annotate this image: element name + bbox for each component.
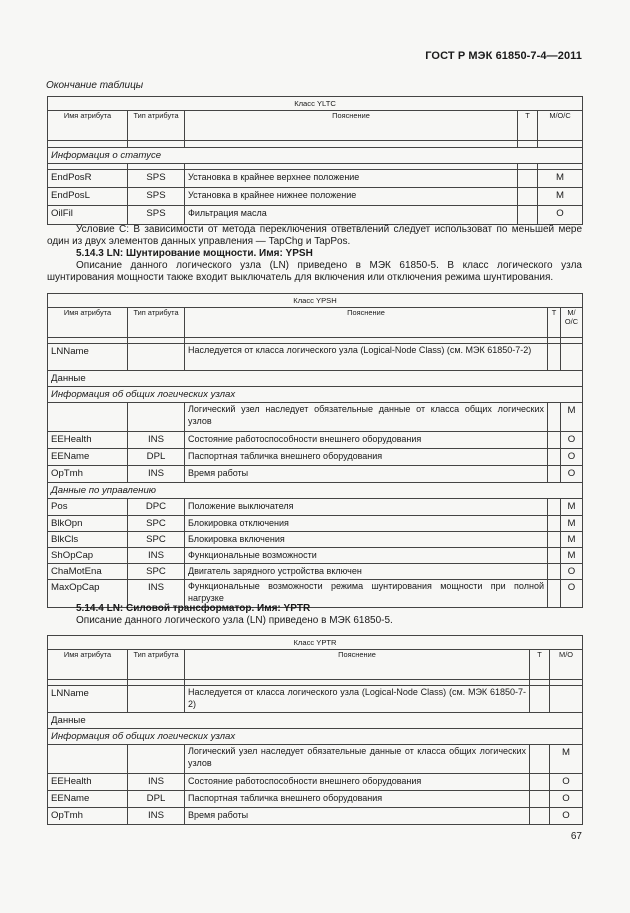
attr-t — [530, 774, 550, 791]
table-row — [48, 774, 583, 791]
attr-t — [530, 808, 550, 825]
condition-paragraph: Условие С: В зависимости от метода переключения ответвлений следует использоват по меньшей мере один из двух элементов данных управления — TapChg и TapPos. — [47, 224, 582, 248]
attr-name: BlkCls — [48, 532, 128, 548]
attr-name: LNName — [48, 344, 128, 371]
attr-explain: Наследуется от класса логического узла (Logical-Node Class) (см. МЭК 61850-7-2) — [185, 344, 548, 371]
class-name: Класс YPSH — [48, 294, 583, 308]
attr-t — [548, 516, 561, 532]
attr-t — [548, 499, 561, 516]
attr-explain: Состояние работоспособности внешнего оборудования — [185, 432, 548, 449]
class-name: Класс YLTC — [48, 97, 583, 111]
col-header-attr: Имя атрибута — [48, 111, 128, 141]
attr-type: SPC — [128, 564, 185, 580]
attr-explain: Положение выключателя — [185, 499, 548, 516]
attr-explain: Паспортная табличка внешнего оборудования — [185, 791, 530, 808]
attr-type: INS — [128, 466, 185, 483]
attr-moc: M — [561, 516, 583, 532]
col-header-explain: Пояснение — [185, 650, 530, 680]
table-row — [48, 206, 583, 225]
attr-explain: Блокировка включения — [185, 532, 548, 548]
attr-t — [548, 466, 561, 483]
table-row — [48, 516, 583, 532]
attr-name: ChaMotEna — [48, 564, 128, 580]
col-header-moc: М/О/С — [561, 308, 583, 338]
section-status: Информация о статусе — [48, 148, 583, 164]
attr-t — [548, 432, 561, 449]
attr-moc: O — [538, 206, 583, 225]
attr-explain: Установка в крайнее нижнее положение — [185, 188, 518, 206]
attr-name: OpTmh — [48, 808, 128, 825]
col-header-attr: Имя атрибута — [48, 308, 128, 338]
col-header-t: Т — [530, 650, 550, 680]
attr-name: MaxOpCap — [48, 580, 128, 608]
col-header-mo: М/О — [550, 650, 583, 680]
attr-name: EndPosL — [48, 188, 128, 206]
section-heading-yptr: 5.14.4 LN: Силовой трансформатор. Имя: YPTR — [76, 603, 311, 614]
attr-moc: M — [561, 532, 583, 548]
attr-mo: O — [550, 808, 583, 825]
table-row — [48, 170, 583, 188]
col-header-explain: Пояснение — [185, 308, 548, 338]
attr-name: EEHealth — [48, 432, 128, 449]
attr-explain: Время работы — [185, 808, 530, 825]
col-header-t: Т — [518, 111, 538, 141]
table-row — [48, 548, 583, 564]
attr-type: DPL — [128, 791, 185, 808]
table-yptr — [47, 635, 583, 825]
table-row — [48, 808, 583, 825]
attr-t — [548, 548, 561, 564]
section-heading-ypsh: 5.14.3 LN: Шунтирование мощности. Имя: YPSH — [76, 248, 313, 259]
table-row — [48, 791, 583, 808]
page-number: 67 — [570, 831, 582, 842]
table-row — [48, 532, 583, 548]
attr-moc: O — [561, 564, 583, 580]
attr-explain: Фильтрация масла — [185, 206, 518, 225]
attr-t — [518, 206, 538, 225]
attr-name: Pos — [48, 499, 128, 516]
attr-mo: O — [550, 774, 583, 791]
table-row — [48, 432, 583, 449]
attr-type: INS — [128, 808, 185, 825]
attr-t — [548, 564, 561, 580]
attr-type: SPS — [128, 206, 185, 225]
attr-t — [518, 188, 538, 206]
section-desc-yptr: Описание данного логического узла (LN) приведено в МЭК 61850-5. — [76, 615, 393, 626]
attr-explain: Функциональные возможности режима шунтирования мощности при полной нагрузке — [185, 580, 548, 608]
attr-name: OilFil — [48, 206, 128, 225]
attr-explain: Время работы — [185, 466, 548, 483]
section-control: Данные по управлению — [48, 483, 583, 499]
col-header-explain: Пояснение — [185, 111, 518, 141]
attr-name: EEHealth — [48, 774, 128, 791]
attr-name: ShOpCap — [48, 548, 128, 564]
attr-type: INS — [128, 774, 185, 791]
attr-explain: Логический узел наследует обязательные данные от класса общих логических узлов — [185, 403, 548, 432]
class-name: Класс YPTR — [48, 636, 583, 650]
table-row — [48, 686, 583, 713]
attr-explain: Состояние работоспособности внешнего оборудования — [185, 774, 530, 791]
attr-moc: O — [561, 449, 583, 466]
attr-type: INS — [128, 432, 185, 449]
attr-explain: Функциональные возможности — [185, 548, 548, 564]
attr-mo: M — [550, 745, 583, 774]
attr-explain: Паспортная табличка внешнего оборудования — [185, 449, 548, 466]
attr-name: EEName — [48, 791, 128, 808]
attr-type: SPS — [128, 188, 185, 206]
attr-moc: M — [538, 170, 583, 188]
col-header-type: Тип атрибута — [128, 650, 185, 680]
attr-moc: M — [561, 499, 583, 516]
section-desc-ypsh: Описание данного логического узла (LN) приведено в МЭК 61850-5. В класс логического узла шунтирования мощности также входит выключатель для включения или отключения режима шунтирования. — [47, 260, 582, 284]
col-header-type: Тип атрибута — [128, 308, 185, 338]
table-row — [48, 188, 583, 206]
attr-type: SPC — [128, 516, 185, 532]
col-header-t: Т — [548, 308, 561, 338]
attr-name: LNName — [48, 686, 128, 713]
attr-type: INS — [128, 580, 185, 608]
attr-name: EEName — [48, 449, 128, 466]
attr-name: OpTmh — [48, 466, 128, 483]
col-header-moc: М/О/С — [538, 111, 583, 141]
attr-t — [530, 791, 550, 808]
attr-moc: O — [561, 466, 583, 483]
section-data: Данные — [48, 713, 583, 729]
table-ypsh — [47, 293, 583, 608]
attr-moc: M — [561, 403, 583, 432]
attr-t — [548, 449, 561, 466]
section-common-ln: Информация об общих логических узлах — [48, 729, 583, 745]
table-yltc — [47, 96, 583, 225]
attr-t — [518, 170, 538, 188]
attr-type: SPS — [128, 170, 185, 188]
attr-name: BlkOpn — [48, 516, 128, 532]
attr-t — [548, 532, 561, 548]
table-row — [48, 564, 583, 580]
section-data: Данные — [48, 371, 583, 387]
attr-moc: O — [561, 432, 583, 449]
attr-explain: Логический узел наследует обязательные данные от класса общих логических узлов — [185, 745, 530, 774]
table-row — [48, 499, 583, 516]
attr-moc: O — [561, 580, 583, 608]
table-row — [48, 745, 583, 774]
attr-type: DPC — [128, 499, 185, 516]
attr-explain: Блокировка отключения — [185, 516, 548, 532]
col-header-attr: Имя атрибута — [48, 650, 128, 680]
attr-mo: O — [550, 791, 583, 808]
table-row — [48, 403, 583, 432]
attr-moc: M — [538, 188, 583, 206]
attr-type: INS — [128, 548, 185, 564]
table-row — [48, 466, 583, 483]
attr-explain: Установка в крайнее верхнее положение — [185, 170, 518, 188]
attr-type: SPC — [128, 532, 185, 548]
table-row — [48, 344, 583, 371]
col-header-type: Тип атрибута — [128, 111, 185, 141]
attr-explain: Двигатель зарядного устройства включен — [185, 564, 548, 580]
attr-explain: Наследуется от класса логического узла (Logical-Node Class) (см. МЭК 61850-7-2) — [185, 686, 530, 713]
attr-type: DPL — [128, 449, 185, 466]
attr-moc: M — [561, 548, 583, 564]
attr-name: EndPosR — [48, 170, 128, 188]
table-continuation-label: Окончание таблицы — [46, 80, 144, 91]
table-row — [48, 449, 583, 466]
section-common-ln: Информация об общих логических узлах — [48, 387, 583, 403]
document-header: ГОСТ Р МЭК 61850-7-4—2011 — [425, 50, 582, 62]
